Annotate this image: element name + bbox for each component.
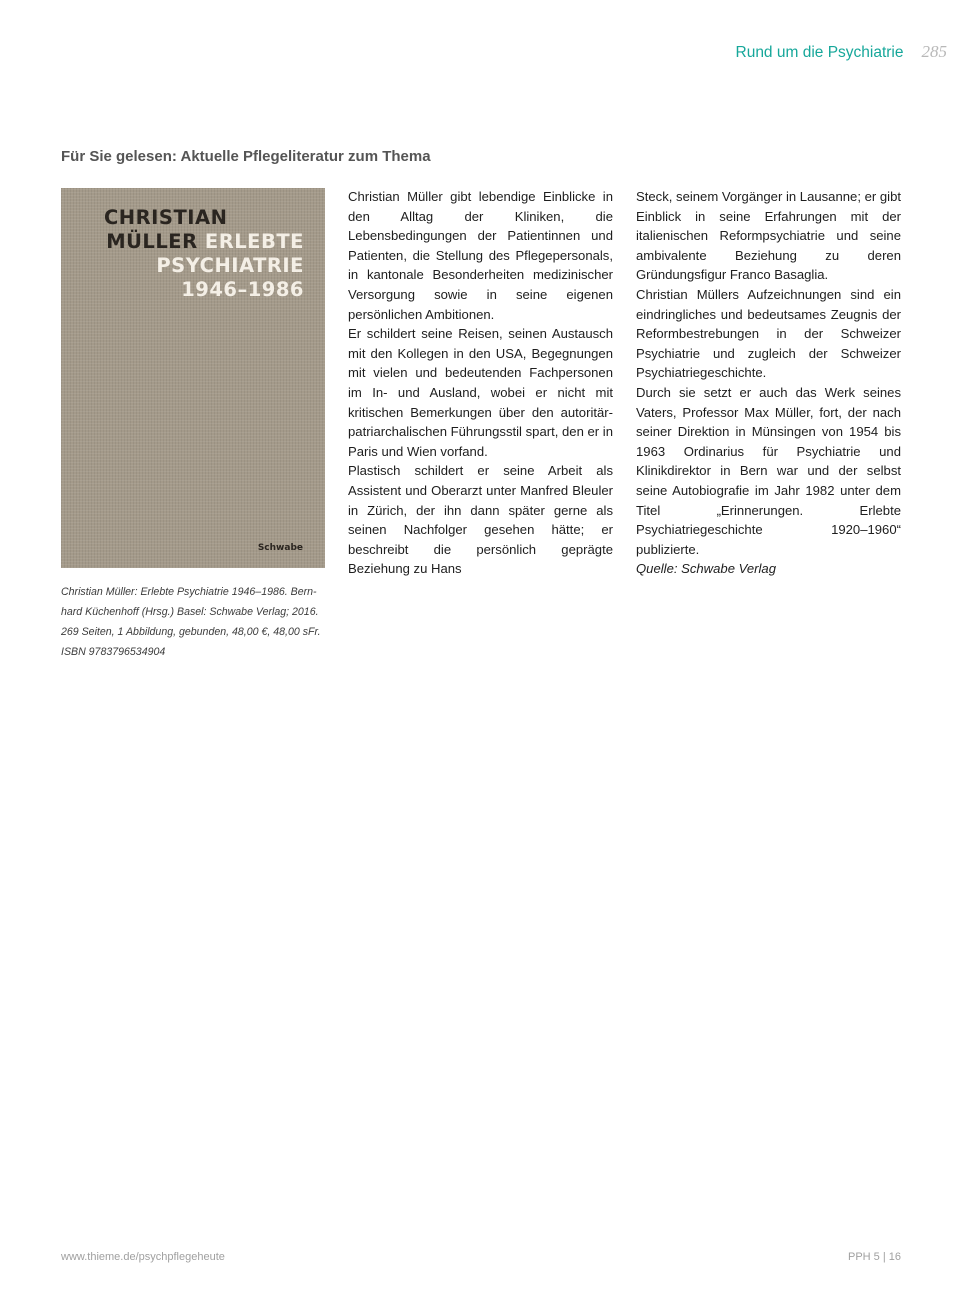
article-paragraph: Christian Müller gibt lebendige Einblicke in den Alltag der Kliniken, die Lebensbedingungen der Patientinnen und Patienten, die Stellung des Pflegepersonals, in kantonale Besonderheiten medizinischer Versorgung sowie in seine eigenen persönlichen Ambitionen.	[348, 189, 613, 322]
book-cover-image	[61, 188, 325, 568]
article-paragraph: Steck, seinem Vorgänger in Lausanne; er gibt Einblick in seine Erfahrungen mit der italienischen Reformpsychiatrie und seine ambivalente Beziehung zu deren Gründungsfigur Franco Basaglia.	[636, 189, 901, 283]
cover-title-word2: PSYCHIATRIE	[156, 254, 304, 277]
caption-line: Christian Müller: Erlebte Psychiatrie 1946–1986. Bern-	[61, 586, 317, 598]
section-name: Rund um die Psychiatrie	[735, 44, 904, 61]
article-column-2	[636, 187, 901, 579]
caption-line: hard Küchenhoff (Hrsg.) Basel: Schwabe Verlag; 2016.	[61, 606, 319, 618]
cover-title-word1: ERLEBTE	[204, 230, 304, 253]
article-paragraph: Durch sie setzt er auch das Werk seines Vaters, Professor Max Müller, fort, der nach seiner Direktion in Münsingen von 1954 bis 1963 Ordinarius für Psychiatrie und Klinikdirektor in Bern war und der selbst seine Autobiografie im Jahr 1982 unter dem Titel „Erinnerungen. Erlebte Psychiatriegeschichte 1920–1960“ publizierte.	[636, 384, 901, 557]
article-paragraph: Christian Müllers Aufzeichnungen sind ein eindringliches und bedeutsames Zeugnis der Reformbestrebungen in der Schweizer Psychiatrie und zugleich der Schweizer Psychiatriegeschichte.	[636, 286, 901, 381]
cover-author-line1: CHRISTIAN	[104, 206, 228, 229]
cover-publisher: Schwabe	[257, 543, 303, 553]
caption-line: 269 Seiten, 1 Abbildung, gebunden, 48,00 €, 48,00 sFr.	[61, 626, 321, 638]
running-header	[736, 42, 948, 62]
footer-issue: PPH 5 | 16	[848, 1251, 901, 1263]
footer-url: www.thieme.de/psychpflegeheute	[61, 1251, 225, 1263]
book-cover-title	[104, 206, 304, 302]
cover-row2	[104, 230, 304, 254]
book-caption	[61, 582, 329, 662]
cover-years: 1946–1986	[181, 278, 304, 301]
section-heading: Für Sie gelesen: Aktuelle Pflegeliteratur zum Thema	[61, 148, 431, 165]
cover-author-line2: MÜLLER	[106, 230, 198, 253]
page-number: 285	[921, 42, 947, 61]
article-paragraph: Er schildert seine Reisen, seinen Austausch mit den Kollegen in den USA, Begegnungen mit vielen und bedeutenden Fachpersonen im In- und Ausland, wobei er nicht mit kritischen Bemerkungen über den autoritär-patriarchalischen Führungsstil spart, den er in Paris und Wien vorfand.	[348, 326, 613, 459]
article-source: Quelle: Schwabe Verlag	[636, 561, 776, 577]
article-paragraph: Plastisch schildert er seine Arbeit als Assistent und Oberarzt unter Manfred Bleuler in Zürich, der ihn dann später gerne als seinen Nachfolger gesehen hätte; er beschreibt die persönlich geprägte Beziehung zu Hans	[348, 463, 613, 577]
caption-line: ISBN 9783796534904	[61, 646, 166, 658]
article-column-1	[348, 187, 613, 579]
